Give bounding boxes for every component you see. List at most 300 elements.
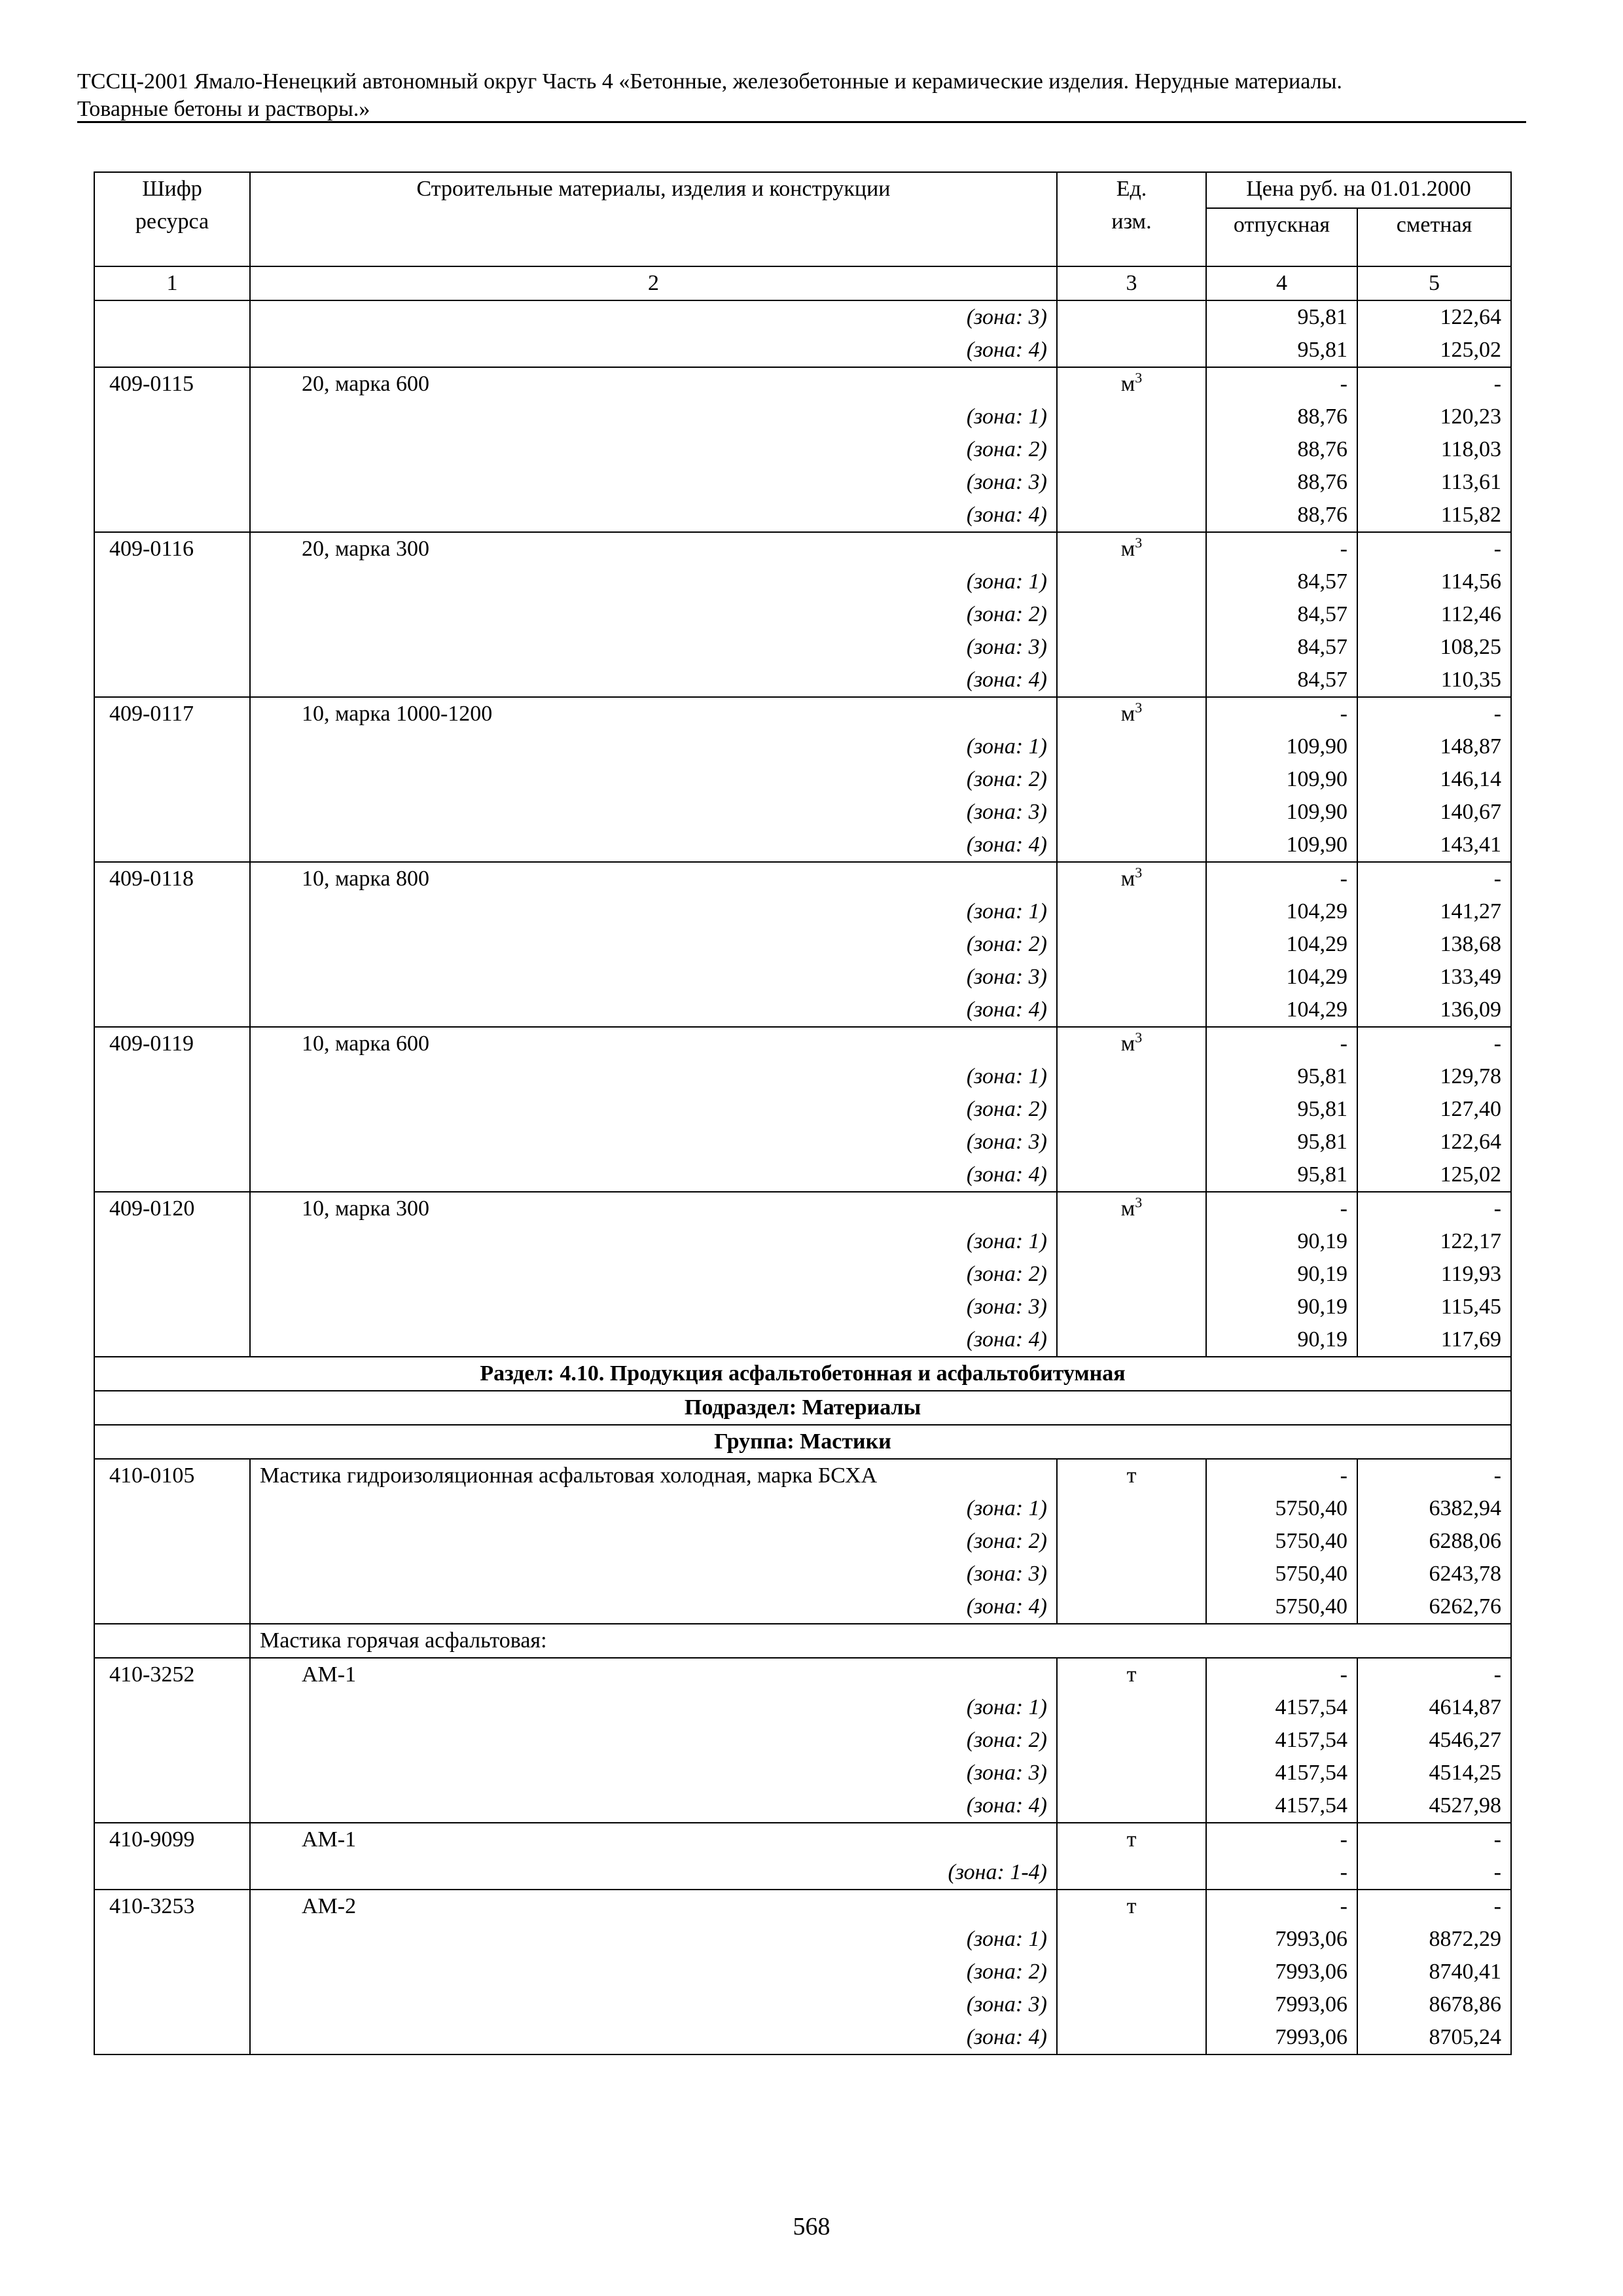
- empty-unit-cell: [1057, 763, 1206, 796]
- header-code: [94, 172, 250, 266]
- unit-cell: [1057, 1890, 1206, 1923]
- zone-label: (зона: 4): [250, 1590, 1057, 1624]
- empty-unit-cell: [1057, 1757, 1206, 1789]
- empty-unit-cell: [1057, 1956, 1206, 1988]
- empty-code-cell: [94, 1323, 250, 1357]
- release-price: 90,19: [1206, 1291, 1357, 1323]
- empty-code-cell: [94, 1724, 250, 1757]
- column-number-5: 5: [1357, 266, 1511, 300]
- zone-row: [94, 1691, 1511, 1724]
- empty-unit-cell: [1057, 1126, 1206, 1158]
- empty-unit-cell: [1057, 1856, 1206, 1890]
- resource-code: 410-9099: [94, 1823, 250, 1856]
- unit-label: т: [1126, 1894, 1137, 1918]
- header-unit-label: Ед. изм.: [1111, 177, 1152, 234]
- zone-row: [94, 1789, 1511, 1823]
- estimate-price: 138,68: [1357, 928, 1511, 961]
- estimate-price: 4546,27: [1357, 1724, 1511, 1757]
- unit-cell: [1057, 1658, 1206, 1691]
- empty-code-cell: [94, 1757, 250, 1789]
- page-header: [77, 68, 1530, 123]
- zone-label: (зона: 1-4): [250, 1856, 1057, 1890]
- zone-row: [94, 565, 1511, 598]
- zone-label: (зона: 3): [250, 631, 1057, 664]
- release-price: 90,19: [1206, 1258, 1357, 1291]
- section-title: Раздел: 4.10. Продукция асфальтобетонная и асфальтобитумная: [94, 1357, 1511, 1391]
- zone-label: (зона: 1): [250, 1691, 1057, 1724]
- empty-unit-cell: [1057, 1158, 1206, 1192]
- unit-cell: [1057, 1027, 1206, 1060]
- empty-code-cell: [94, 433, 250, 466]
- estimate-price: 119,93: [1357, 1258, 1511, 1291]
- zone-row: [94, 895, 1511, 928]
- unit-label: т: [1126, 1463, 1137, 1488]
- estimate-price: 117,69: [1357, 1323, 1511, 1357]
- item-name: 10, марка 1000-1200: [250, 697, 1057, 730]
- empty-code-cell: [94, 763, 250, 796]
- empty-code-cell: [94, 334, 250, 367]
- column-number-1: 1: [94, 266, 250, 300]
- estimate-price: -: [1357, 862, 1511, 895]
- release-price: 5750,40: [1206, 1590, 1357, 1624]
- estimate-price: 8678,86: [1357, 1988, 1511, 2021]
- release-price: 104,29: [1206, 994, 1357, 1027]
- estimate-price: 108,25: [1357, 631, 1511, 664]
- estimate-price: 127,40: [1357, 1093, 1511, 1126]
- zone-label: (зона: 3): [250, 466, 1057, 499]
- zone-label: (зона: 3): [250, 796, 1057, 829]
- unit-cell: [1057, 1459, 1206, 1492]
- empty-code-cell: [94, 1060, 250, 1093]
- estimate-price: 120,23: [1357, 401, 1511, 433]
- empty-code-cell: [94, 1590, 250, 1624]
- release-price: 84,57: [1206, 631, 1357, 664]
- item-row: [94, 1823, 1511, 1856]
- empty-code-cell: [94, 1225, 250, 1258]
- empty-code-cell: [94, 928, 250, 961]
- empty-code-cell: [94, 1856, 250, 1890]
- empty-code-cell: [94, 1956, 250, 1988]
- zone-label: (зона: 2): [250, 763, 1057, 796]
- estimate-price: 140,67: [1357, 796, 1511, 829]
- item-name: 20, марка 600: [250, 367, 1057, 401]
- estimate-price: 114,56: [1357, 565, 1511, 598]
- item-row: [94, 532, 1511, 565]
- zone-label: (зона: 1): [250, 895, 1057, 928]
- estimate-price: 112,46: [1357, 598, 1511, 631]
- zone-label: (зона: 4): [250, 1323, 1057, 1357]
- empty-unit-cell: [1057, 2021, 1206, 2054]
- empty-unit-cell: [1057, 565, 1206, 598]
- item-row: [94, 1890, 1511, 1923]
- item-row: [94, 697, 1511, 730]
- estimate-price: 115,45: [1357, 1291, 1511, 1323]
- release-price: 95,81: [1206, 1060, 1357, 1093]
- release-price: -: [1206, 1192, 1357, 1225]
- empty-unit-cell: [1057, 829, 1206, 862]
- empty-code-cell: [94, 664, 250, 697]
- release-price: 109,90: [1206, 796, 1357, 829]
- empty-unit-cell: [1057, 598, 1206, 631]
- item-row: [94, 367, 1511, 401]
- zone-label: (зона: 2): [250, 1525, 1057, 1558]
- estimate-price: -: [1357, 1192, 1511, 1225]
- zone-row: [94, 1323, 1511, 1357]
- estimate-price: 6288,06: [1357, 1525, 1511, 1558]
- item-row: [94, 1658, 1511, 1691]
- empty-unit-cell: [1057, 1590, 1206, 1624]
- estimate-price: 129,78: [1357, 1060, 1511, 1093]
- group-title-row: [94, 1425, 1511, 1459]
- release-price: 4157,54: [1206, 1757, 1357, 1789]
- unit-cell: [1057, 1192, 1206, 1225]
- empty-unit-cell: [1057, 895, 1206, 928]
- zone-label: (зона: 4): [250, 2021, 1057, 2054]
- release-price: 104,29: [1206, 961, 1357, 994]
- empty-unit-cell: [1057, 499, 1206, 532]
- zone-row: [94, 2021, 1511, 2054]
- empty-code-cell: [94, 1558, 250, 1590]
- empty-code-cell: [94, 1158, 250, 1192]
- unit-label: т: [1126, 1827, 1137, 1852]
- zone-row: [94, 1258, 1511, 1291]
- release-price: -: [1206, 1658, 1357, 1691]
- estimate-price: 118,03: [1357, 433, 1511, 466]
- subsection-title-row: [94, 1391, 1511, 1425]
- unit-exponent: 3: [1135, 699, 1143, 716]
- release-price: -: [1206, 367, 1357, 401]
- empty-code-cell: [94, 499, 250, 532]
- unit-exponent: 3: [1135, 864, 1143, 881]
- release-price: 104,29: [1206, 928, 1357, 961]
- empty-unit-cell: [1057, 796, 1206, 829]
- empty-code-cell: [94, 300, 250, 334]
- empty-unit-cell: [1057, 466, 1206, 499]
- item-name: 10, марка 300: [250, 1192, 1057, 1225]
- zone-label: (зона: 4): [250, 499, 1057, 532]
- zone-label: (зона: 2): [250, 598, 1057, 631]
- release-price: -: [1206, 1459, 1357, 1492]
- zone-row: [94, 763, 1511, 796]
- empty-unit-cell: [1057, 631, 1206, 664]
- empty-code-cell: [94, 895, 250, 928]
- section-title-row: [94, 1357, 1511, 1391]
- release-price: 5750,40: [1206, 1492, 1357, 1525]
- zone-row: [94, 1093, 1511, 1126]
- empty-unit-cell: [1057, 994, 1206, 1027]
- item-name: АМ-1: [250, 1658, 1057, 1691]
- unit-cell: [1057, 697, 1206, 730]
- zone-row: [94, 1923, 1511, 1956]
- estimate-price: 122,64: [1357, 300, 1511, 334]
- empty-code-cell: [94, 1923, 250, 1956]
- zone-row: [94, 829, 1511, 862]
- price-table-body: [94, 172, 1511, 2054]
- release-price: 4157,54: [1206, 1691, 1357, 1724]
- zone-label: (зона: 1): [250, 1492, 1057, 1525]
- zone-label: (зона: 2): [250, 1093, 1057, 1126]
- empty-code-cell: [94, 1525, 250, 1558]
- resource-code: 410-3252: [94, 1658, 250, 1691]
- unit-label: м: [1120, 1196, 1135, 1221]
- zone-row: [94, 1757, 1511, 1789]
- release-price: 109,90: [1206, 763, 1357, 796]
- item-row: [94, 1192, 1511, 1225]
- release-price: 90,19: [1206, 1225, 1357, 1258]
- header-line-1: ТССЦ-2001 Ямало-Ненецкий автономный округ Часть 4 «Бетонные, железобетонные и керамические изделия. Нерудные материалы.: [77, 69, 1342, 94]
- estimate-price: 141,27: [1357, 895, 1511, 928]
- empty-unit-cell: [1057, 300, 1206, 334]
- release-price: 88,76: [1206, 466, 1357, 499]
- zone-row: [94, 730, 1511, 763]
- release-price: 84,57: [1206, 664, 1357, 697]
- release-price: 95,81: [1206, 1093, 1357, 1126]
- estimate-price: 148,87: [1357, 730, 1511, 763]
- estimate-price: 8740,41: [1357, 1956, 1511, 1988]
- estimate-price: 133,49: [1357, 961, 1511, 994]
- zone-label: (зона: 2): [250, 1724, 1057, 1757]
- zone-row: [94, 334, 1511, 367]
- table-header-row-1: [94, 172, 1511, 208]
- zone-row: [94, 1956, 1511, 1988]
- release-price: 4157,54: [1206, 1789, 1357, 1823]
- header-materials: Строительные материалы, изделия и конструкции: [250, 172, 1057, 266]
- empty-unit-cell: [1057, 1789, 1206, 1823]
- empty-code-cell: [94, 1258, 250, 1291]
- item-name: 10, марка 800: [250, 862, 1057, 895]
- zone-label: (зона: 3): [250, 1291, 1057, 1323]
- empty-unit-cell: [1057, 961, 1206, 994]
- zone-label: (зона: 2): [250, 928, 1057, 961]
- empty-code-cell: [94, 994, 250, 1027]
- unit-cell: [1057, 532, 1206, 565]
- release-price: -: [1206, 862, 1357, 895]
- estimate-price: 143,41: [1357, 829, 1511, 862]
- empty-code-cell: [94, 1492, 250, 1525]
- resource-code: 410-0105: [94, 1459, 250, 1492]
- zone-label: (зона: 3): [250, 1126, 1057, 1158]
- empty-code-cell: [94, 1988, 250, 2021]
- zone-row: [94, 631, 1511, 664]
- estimate-price: -: [1357, 1658, 1511, 1691]
- zone-label: (зона: 1): [250, 1923, 1057, 1956]
- item-name: АМ-2: [250, 1890, 1057, 1923]
- zone-row: [94, 433, 1511, 466]
- empty-unit-cell: [1057, 1691, 1206, 1724]
- empty-unit-cell: [1057, 1525, 1206, 1558]
- empty-unit-cell: [1057, 401, 1206, 433]
- release-price: 7993,06: [1206, 1988, 1357, 2021]
- estimate-price: 4614,87: [1357, 1691, 1511, 1724]
- page-number: 568: [793, 2213, 830, 2240]
- item-name: 20, марка 300: [250, 532, 1057, 565]
- zone-row: [94, 1724, 1511, 1757]
- empty-unit-cell: [1057, 1258, 1206, 1291]
- release-price: 95,81: [1206, 1126, 1357, 1158]
- zone-row: [94, 1291, 1511, 1323]
- resource-code: 409-0118: [94, 862, 250, 895]
- resource-code: 409-0117: [94, 697, 250, 730]
- estimate-price: 125,02: [1357, 334, 1511, 367]
- empty-unit-cell: [1057, 1225, 1206, 1258]
- zone-row: [94, 1558, 1511, 1590]
- resource-code: 410-3253: [94, 1890, 250, 1923]
- estimate-price: -: [1357, 1890, 1511, 1923]
- estimate-price: -: [1357, 1027, 1511, 1060]
- zone-label: (зона: 1): [250, 401, 1057, 433]
- zone-row: [94, 664, 1511, 697]
- empty-code-cell: [94, 2021, 250, 2054]
- empty-unit-cell: [1057, 664, 1206, 697]
- empty-unit-cell: [1057, 1291, 1206, 1323]
- estimate-price: 136,09: [1357, 994, 1511, 1027]
- estimate-price: -: [1357, 697, 1511, 730]
- item-row: [94, 1459, 1511, 1492]
- unit-exponent: 3: [1135, 1194, 1143, 1211]
- release-price: 84,57: [1206, 565, 1357, 598]
- estimate-price: 113,61: [1357, 466, 1511, 499]
- zone-label: (зона: 2): [250, 1258, 1057, 1291]
- unit-label: м: [1120, 702, 1135, 726]
- estimate-price: 115,82: [1357, 499, 1511, 532]
- zone-label: (зона: 2): [250, 1956, 1057, 1988]
- empty-code-cell: [94, 829, 250, 862]
- zone-row: [94, 401, 1511, 433]
- zone-label: (зона: 1): [250, 1060, 1057, 1093]
- unit-cell: [1057, 367, 1206, 401]
- empty-code-cell: [94, 565, 250, 598]
- price-table: [94, 171, 1512, 2055]
- empty-unit-cell: [1057, 1558, 1206, 1590]
- empty-code-cell: [94, 466, 250, 499]
- header-price-group: Цена руб. на 01.01.2000: [1206, 172, 1511, 208]
- zone-label: (зона: 4): [250, 1789, 1057, 1823]
- item-name: 10, марка 600: [250, 1027, 1057, 1060]
- item-name: Мастика гидроизоляционная асфальтовая холодная, марка БСХА: [250, 1459, 1057, 1492]
- empty-code-cell: [94, 1291, 250, 1323]
- zone-row: [94, 1856, 1511, 1890]
- release-price: -: [1206, 1856, 1357, 1890]
- estimate-price: 146,14: [1357, 763, 1511, 796]
- zone-row: [94, 466, 1511, 499]
- zone-label: (зона: 1): [250, 730, 1057, 763]
- release-price: 104,29: [1206, 895, 1357, 928]
- header-release-price: отпускная: [1206, 208, 1357, 266]
- zone-label: (зона: 3): [250, 300, 1057, 334]
- release-price: -: [1206, 532, 1357, 565]
- zone-label: (зона: 3): [250, 1988, 1057, 2021]
- release-price: 84,57: [1206, 598, 1357, 631]
- header-unit: [1057, 172, 1206, 266]
- release-price: 7993,06: [1206, 1956, 1357, 1988]
- estimate-price: 6382,94: [1357, 1492, 1511, 1525]
- zone-label: (зона: 4): [250, 994, 1057, 1027]
- unit-exponent: 3: [1135, 534, 1143, 551]
- subsection-title: Подраздел: Материалы: [94, 1391, 1511, 1425]
- item-row: [94, 862, 1511, 895]
- header-code-label: Шифр ресурса: [135, 177, 209, 234]
- zone-label: (зона: 3): [250, 1558, 1057, 1590]
- zone-row: [94, 1158, 1511, 1192]
- estimate-price: -: [1357, 367, 1511, 401]
- empty-unit-cell: [1057, 730, 1206, 763]
- zone-row: [94, 1525, 1511, 1558]
- empty-code-cell: [94, 598, 250, 631]
- hot-mastic-heading-row: [94, 1624, 1511, 1658]
- unit-exponent: 3: [1135, 369, 1143, 386]
- zone-row: [94, 1590, 1511, 1624]
- zone-label: (зона: 1): [250, 1225, 1057, 1258]
- unit-label: м: [1120, 537, 1135, 561]
- zone-row: [94, 1126, 1511, 1158]
- empty-unit-cell: [1057, 1988, 1206, 2021]
- estimate-price: -: [1357, 1459, 1511, 1492]
- empty-unit-cell: [1057, 433, 1206, 466]
- empty-unit-cell: [1057, 1060, 1206, 1093]
- empty-unit-cell: [1057, 334, 1206, 367]
- zone-row: [94, 928, 1511, 961]
- release-price: 4157,54: [1206, 1724, 1357, 1757]
- release-price: 109,90: [1206, 730, 1357, 763]
- empty-code-cell: [94, 1126, 250, 1158]
- empty-unit-cell: [1057, 1923, 1206, 1956]
- hot-mastic-heading: Мастика горячая асфальтовая:: [250, 1624, 1511, 1658]
- empty-code-cell: [94, 1691, 250, 1724]
- release-price: -: [1206, 1823, 1357, 1856]
- empty-unit-cell: [1057, 1323, 1206, 1357]
- empty-code-cell: [94, 1093, 250, 1126]
- empty-code-cell: [94, 796, 250, 829]
- column-number-row: [94, 266, 1511, 300]
- empty-unit-cell: [1057, 1724, 1206, 1757]
- release-price: 90,19: [1206, 1323, 1357, 1357]
- release-price: -: [1206, 1890, 1357, 1923]
- release-price: 5750,40: [1206, 1525, 1357, 1558]
- header-divider: [77, 121, 1526, 123]
- estimate-price: 8705,24: [1357, 2021, 1511, 2054]
- resource-code: 409-0115: [94, 367, 250, 401]
- estimate-price: 125,02: [1357, 1158, 1511, 1192]
- group-title: Группа: Мастики: [94, 1425, 1511, 1459]
- zone-row: [94, 1225, 1511, 1258]
- estimate-price: 4527,98: [1357, 1789, 1511, 1823]
- zone-row: [94, 598, 1511, 631]
- estimate-price: 122,64: [1357, 1126, 1511, 1158]
- zone-label: (зона: 3): [250, 961, 1057, 994]
- release-price: 95,81: [1206, 1158, 1357, 1192]
- release-price: -: [1206, 697, 1357, 730]
- zone-label: (зона: 4): [250, 664, 1057, 697]
- resource-code: 409-0116: [94, 532, 250, 565]
- estimate-price: -: [1357, 532, 1511, 565]
- unit-label: м: [1120, 372, 1135, 396]
- column-number-3: 3: [1057, 266, 1206, 300]
- estimate-price: -: [1357, 1823, 1511, 1856]
- column-number-4: 4: [1206, 266, 1357, 300]
- unit-label: м: [1120, 1031, 1135, 1056]
- zone-row: [94, 1492, 1511, 1525]
- empty-code-cell: [94, 401, 250, 433]
- empty-unit-cell: [1057, 1093, 1206, 1126]
- release-price: 7993,06: [1206, 2021, 1357, 2054]
- zone-label: (зона: 4): [250, 1158, 1057, 1192]
- header-estimate-price: сметная: [1357, 208, 1511, 266]
- empty-code-cell: [94, 730, 250, 763]
- empty-unit-cell: [1057, 928, 1206, 961]
- empty-unit-cell: [1057, 1492, 1206, 1525]
- zone-row: [94, 961, 1511, 994]
- estimate-price: 6262,76: [1357, 1590, 1511, 1624]
